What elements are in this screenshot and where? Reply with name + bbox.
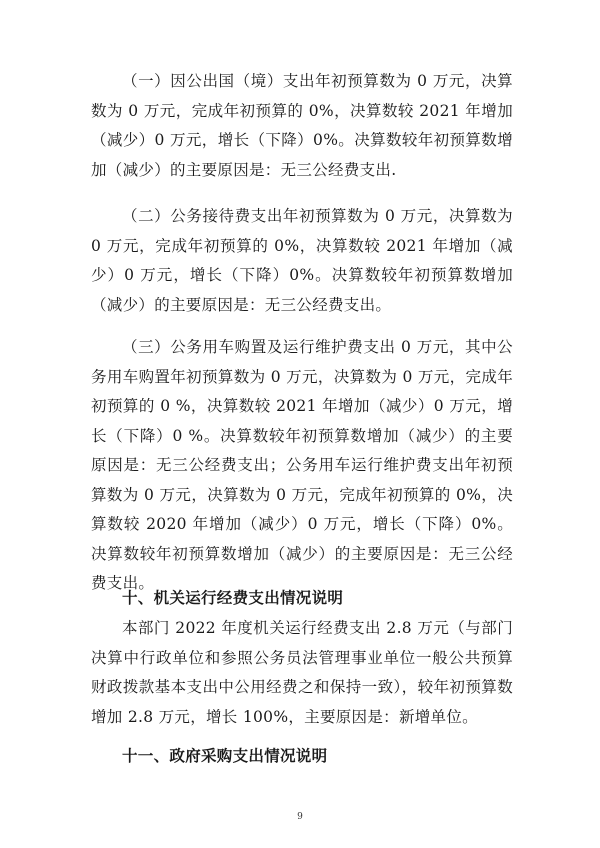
paragraph-vehicle-expense: （三）公务用车购置及运行维护费支出 0 万元，其中公务用车购置年初预算数为 0 万元，决算数为 0 万元，完成年初预算的 0 %，决算数较 2021 年增加（减少）0 万元，增长（下降）0 %。决算数较年初预算数增加（减少）的主要原因是：无三公经费支出；公务用车运行维护费支出年初预算数为 0 万元，决算数为 0 万元，完成年初预算的 0%，决算数较 2020 年增加（减少）0 万元，增长（下降）0%。决算数较年初预算数增加（减少）的主要原因是：无三公经费支出。 <box>91 338 513 592</box>
section-heading-procurement: 十一、政府采购支出情况说明 <box>122 747 328 765</box>
paragraph-overseas-travel-expense: （一）因公出国（境）支出年初预算数为 0 万元，决算数为 0 万元，完成年初预算的 0%，决算数较 2021 年增加（减少）0 万元，增长（下降）0%。决算数较年初预算数增加（减少）的主要原因是：无三公经费支出. <box>91 72 513 179</box>
paragraph-operating-expense: 本部门 2022 年度机关运行经费支出 2.8 万元（与部门决算中行政单位和参照公务员法管理事业单位一般公共预算财政拨款基本支出中公用经费之和保持一致），较年初预算数增加 2.8 万元，增长 100%，主要原因是：新增单位。 <box>91 619 513 726</box>
page-number: 9 <box>297 812 303 822</box>
section-heading-operating-expense: 十、机关运行经费支出情况说明 <box>122 589 344 607</box>
paragraph-reception-expense: （二）公务接待费支出年初预算数为 0 万元，决算数为 0 万元，完成年初预算的 0%，决算数较 2021 年增加（减少）0 万元，增长（下降）0%。决算数较年初预算数增加（减少）的主要原因是：无三公经费支出。 <box>91 207 513 314</box>
